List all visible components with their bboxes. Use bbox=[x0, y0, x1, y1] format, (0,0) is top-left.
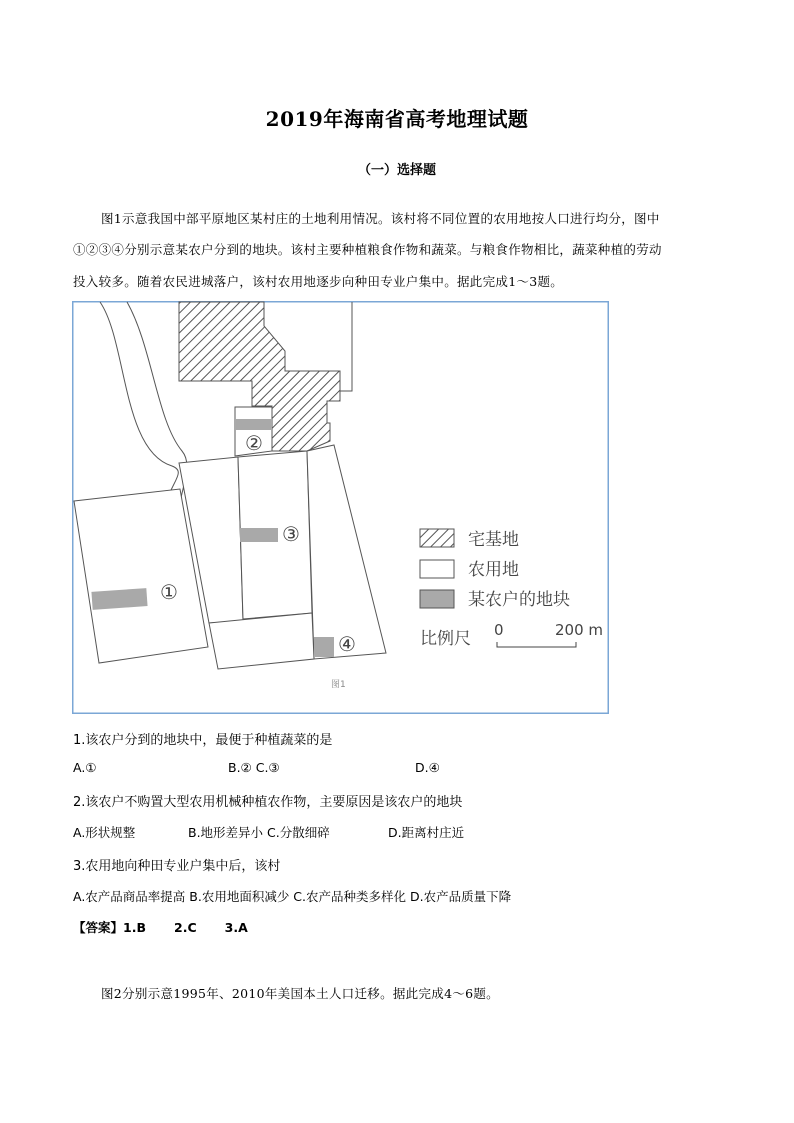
question-3-options: A.农产品商品率提高 B.农用地面积减少 C.农产品种类多样化 D.农产品质量下降 bbox=[73, 889, 512, 904]
household-plot-4 bbox=[314, 637, 334, 657]
answer-2: 2.C bbox=[174, 920, 197, 935]
answer-1: 1.B bbox=[123, 920, 146, 935]
question-1-option-a: A.① bbox=[73, 760, 97, 775]
intro-line-1: 图1示意我国中部平原地区某村庄的土地利用情况。该村将不同位置的农用地按人口进行均分，图中 bbox=[101, 211, 660, 226]
legend-label-household-plot: 某农户的地块 bbox=[468, 590, 570, 610]
scale-label: 比例尺 bbox=[420, 629, 471, 649]
question-2-option-bc: B.地形差异小 C.分散细碎 bbox=[188, 825, 330, 840]
household-plot-3 bbox=[240, 528, 278, 542]
plot-label-4: ④ bbox=[338, 632, 356, 656]
figure-caption: 图1 bbox=[331, 680, 346, 690]
household-plot-1 bbox=[91, 588, 147, 610]
legend-label-homestead: 宅基地 bbox=[468, 530, 519, 550]
question-1-option-d: D.④ bbox=[415, 760, 440, 775]
legend-swatch-homestead bbox=[420, 529, 454, 547]
question-2-stem: 2.该农户不购置大型农用机械种植农作物，主要原因是该农户的地块 bbox=[73, 795, 463, 810]
land-use-map-figure bbox=[72, 301, 609, 714]
section-heading: （一）选择题 bbox=[357, 163, 436, 178]
plot-label-2: ② bbox=[245, 431, 263, 455]
answer-label: 【答案】 bbox=[73, 920, 124, 935]
next-intro: 图2分别示意1995年、2010年美国本土人口迁移。据此完成4～6题。 bbox=[101, 986, 499, 1001]
legend-label-farmland: 农用地 bbox=[468, 560, 519, 580]
scale-start: 0 bbox=[494, 621, 504, 639]
intro-line-2: ①②③④分别示意某农户分到的地块。该村主要种植粮食作物和蔬菜。与粮食作物相比，蔬菜种植的劳动 bbox=[73, 242, 662, 257]
legend-swatch-household-plot bbox=[420, 590, 454, 608]
legend-swatch-farmland bbox=[420, 560, 454, 578]
plot-label-3: ③ bbox=[282, 522, 300, 546]
question-3-stem: 3.农用地向种田专业户集中后，该村 bbox=[73, 859, 281, 874]
intro-line-3: 投入较多。随着农民进城落户，该村农用地逐步向种田专业户集中。据此完成1～3题。 bbox=[73, 274, 564, 289]
page-title: 2019年海南省高考地理试题 bbox=[265, 107, 529, 131]
question-2-option-a: A.形状规整 bbox=[73, 825, 136, 840]
answer-row bbox=[73, 918, 248, 936]
question-2-option-d: D.距离村庄近 bbox=[388, 825, 465, 840]
plot-label-1: ① bbox=[160, 580, 178, 604]
farmland-parcel bbox=[209, 613, 314, 669]
question-1-option-bc: B.② C.③ bbox=[228, 760, 280, 775]
answer-3: 3.A bbox=[224, 920, 248, 935]
scale-end: 200 m bbox=[555, 621, 604, 639]
question-1-stem: 1.该农户分到的地块中，最便于种植蔬菜的是 bbox=[73, 733, 333, 748]
household-plot-2 bbox=[236, 419, 272, 430]
